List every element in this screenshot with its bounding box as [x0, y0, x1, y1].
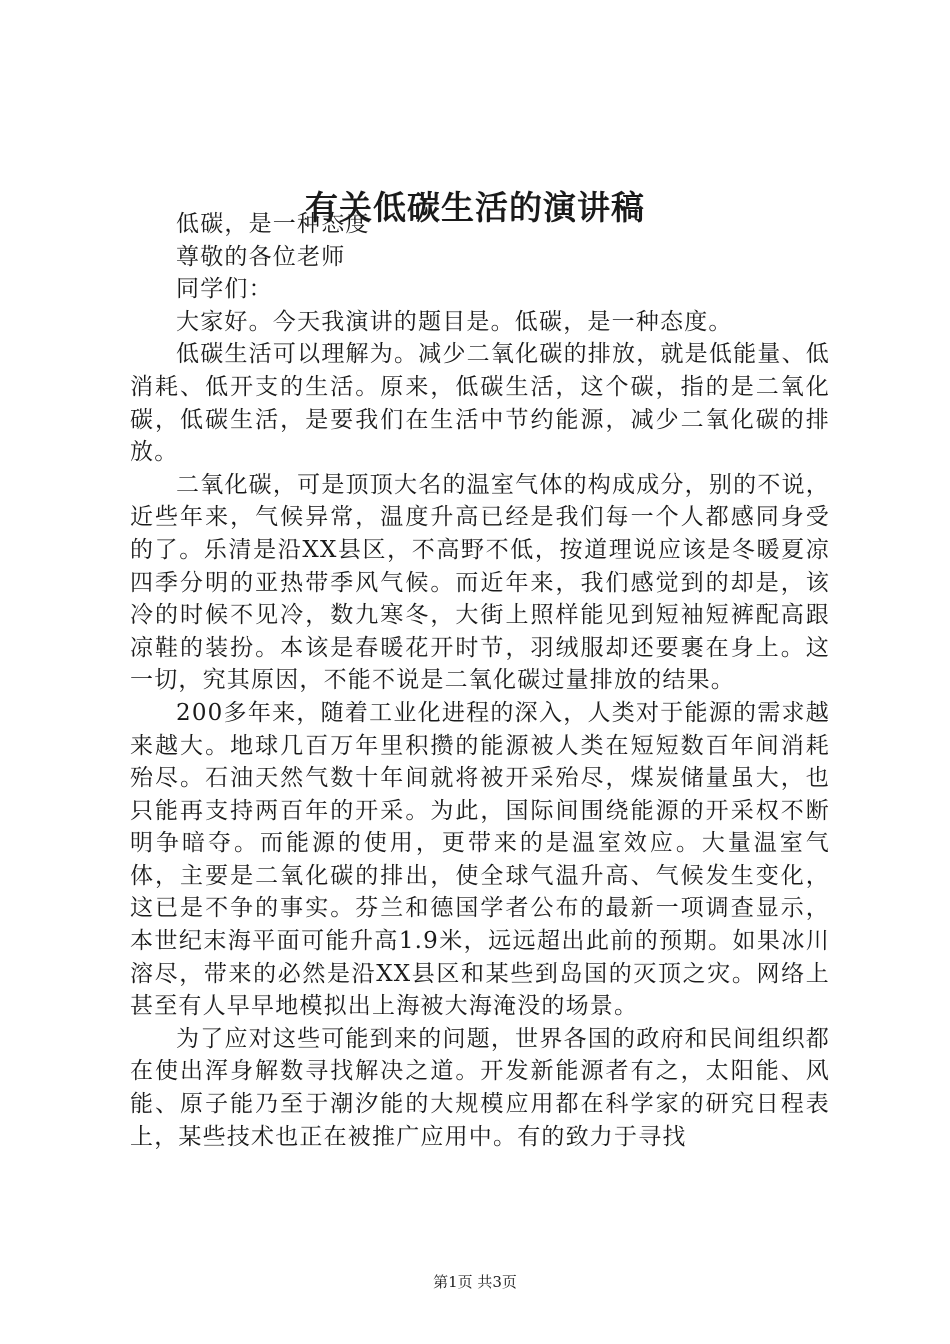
paragraph-topic: 低碳，是一种态度 [176, 211, 370, 237]
paragraph-solutions: 为了应对这些可能到来的问题，世界各国的政府和民间组织都在使出浑身解数寻找解决之道。开发新能源者有之，太阳能、风能、原子能乃至于潮汐能的大规模应用都在科学家的研究日程表上，某些技术也正在被推广应用中。有的致力于寻找 [130, 1025, 830, 1150]
paragraph-climate: 二氧化碳，可是顶顶大名的温室气体的构成成分，别的不说，近些年来，气候异常，温度升高已经是我们每一个人都感同身受的了。乐清是沿XX县区，不高野不低，按道理说应该是冬暖夏凉四季分明的亚热带季风气候。而近年来，我们感觉到的却是，该冷的时候不见冷，数九寒冬，大街上照样能见到短袖短裤配高跟凉鞋的装扮。本该是春暖花开时节，羽绒服却还要裹在身上。这一切，究其原因，不能不说是二氧化碳过量排放的结果。 [130, 471, 830, 694]
paragraph-salutation-teachers: 尊敬的各位老师 [176, 243, 346, 270]
page-footer: 第1页 共3页 [433, 1273, 517, 1291]
paragraph-salutation-students: 同学们： [176, 276, 273, 303]
paragraph-energy: 200多年来，随着工业化进程的深入，人类对于能源的需求越来越大。地球几百万年里积攒的能源被人类在短短数百年间消耗殆尽。石油天然气数十年间就将被开采殆尽，煤炭储量虽大，也只能再支持两百年的开采。为此，国际间围绕能源的开采权不断明争暗夺。而能源的使用，更带来的是温室效应。大量温室气体，主要是二氧化碳的排出，使全球气温升高、气候发生变化，这已是不争的事实。芬兰和德国学者公布的最新一项调查显示，本世纪末海平面可能升高1.9米，远远超出此前的预期。如果冰川溶尽，带来的必然是沿XX县区和某些到岛国的灭顶之灾。网络上甚至有人早早地模拟出上海被大海淹没的场景。 [130, 699, 830, 1020]
paragraph-definition: 低碳生活可以理解为。减少二氧化碳的排放，就是低能量、低消耗、低开支的生活。原来，低碳生活，这个碳，指的是二氧化碳，低碳生活，是要我们在生活中节约能源，减少二氧化碳的排放。 [130, 341, 830, 466]
paragraph-greeting: 大家好。今天我演讲的题目是。低碳，是一种态度。 [176, 308, 733, 335]
document-title: 有关低碳生活的演讲稿 [305, 188, 645, 227]
document-body [130, 208, 830, 1153]
